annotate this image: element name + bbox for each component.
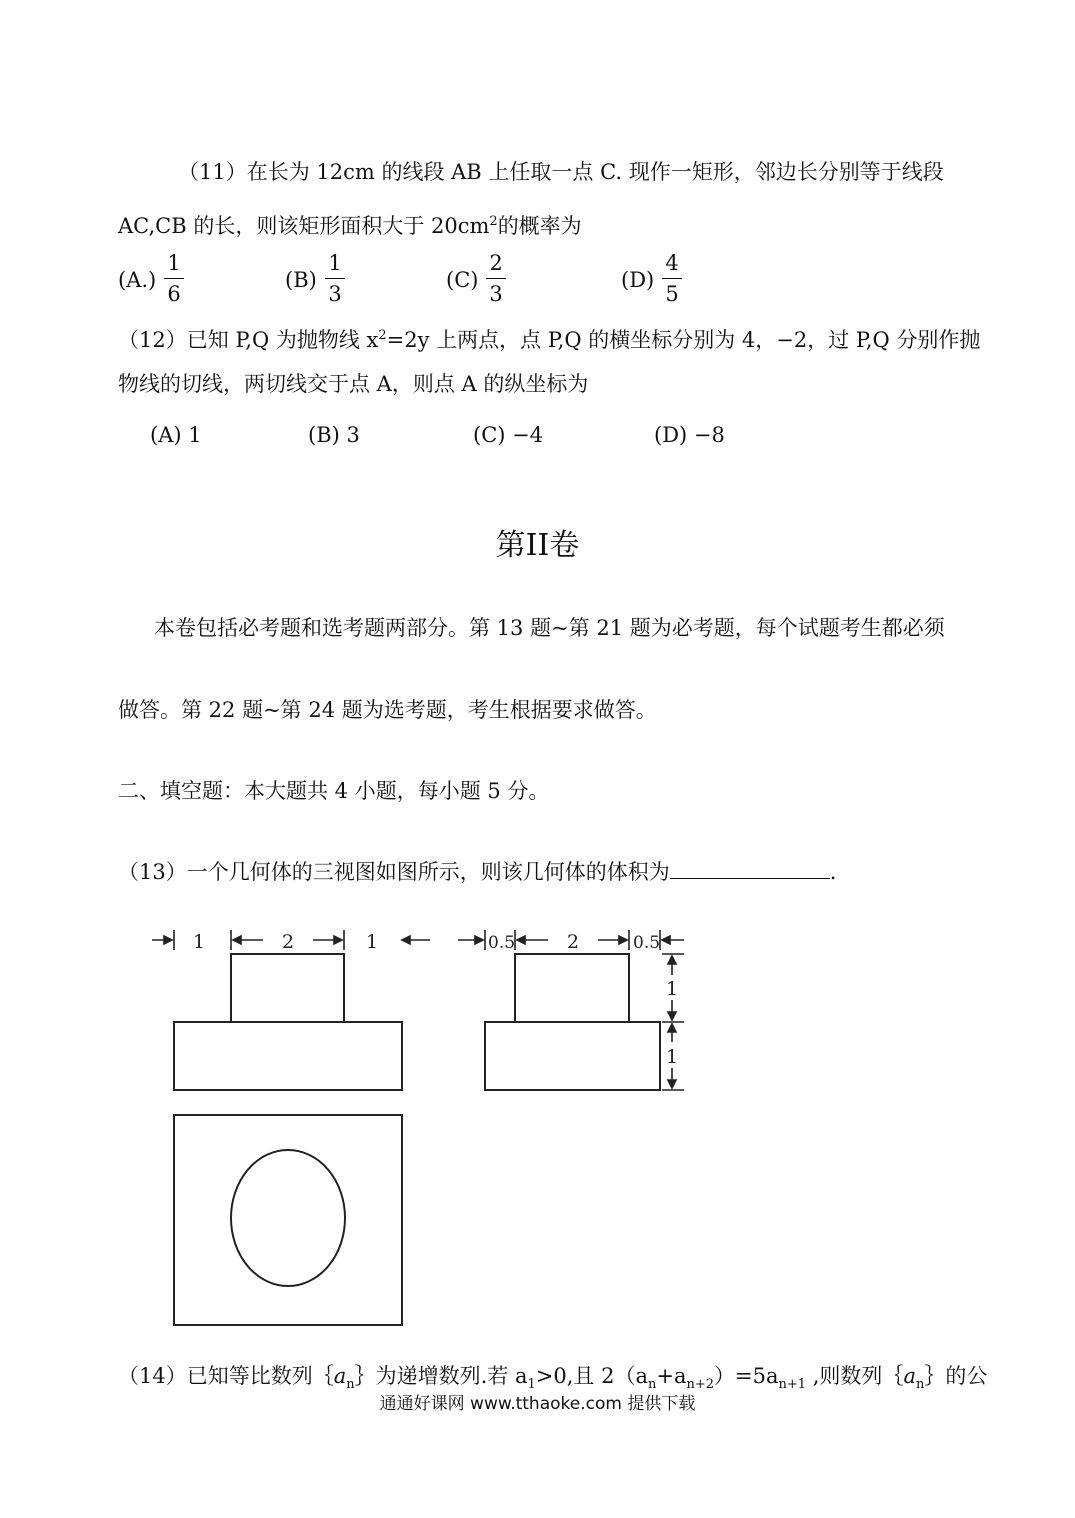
q14-sub-n-2: n bbox=[915, 1377, 925, 1393]
fraction-numerator: 2 bbox=[489, 251, 503, 275]
q14-text-4: +a bbox=[656, 1364, 687, 1388]
q14-var-a: a bbox=[333, 1364, 347, 1388]
front-dim-left: 1 bbox=[193, 931, 206, 953]
q14-text-3: >0,且 2（a bbox=[535, 1364, 648, 1388]
top-view-circle bbox=[231, 1150, 345, 1286]
height-dim-lower: 1 bbox=[666, 1046, 679, 1068]
front-view-base bbox=[174, 1022, 402, 1090]
fraction-numerator: 4 bbox=[665, 251, 679, 275]
q13-period: . bbox=[829, 860, 837, 884]
q11-line1: （11）在长为 12cm 的线段 AB 上任取一点 C. 现作一矩形，邻边长分别等于线段 bbox=[178, 160, 944, 184]
q14-sub-1: 1 bbox=[527, 1377, 536, 1393]
fraction-denominator: 5 bbox=[665, 282, 679, 306]
q11-option-d-label: (D) bbox=[621, 268, 655, 292]
q12-option-d: (D) −8 bbox=[654, 423, 725, 447]
q12-option-a: (A) 1 bbox=[150, 423, 202, 447]
footer-text: 通通好课网 www.tthaoke.com 提供下载 bbox=[379, 1394, 696, 1414]
fraction-denominator: 3 bbox=[328, 282, 342, 306]
front-view bbox=[174, 954, 402, 1090]
front-view-top-block bbox=[231, 954, 344, 1022]
q11-option-a-label: (A.) bbox=[118, 268, 157, 292]
q12-option-b: (B) 3 bbox=[308, 423, 360, 447]
q14-text-6: ,则数列｛ bbox=[806, 1364, 904, 1388]
q14-text-5: ）=5a bbox=[714, 1364, 779, 1388]
fraction-denominator: 6 bbox=[167, 282, 181, 306]
q11-line2-text: AC,CB 的长，则该矩形面积大于 20cm bbox=[118, 214, 490, 238]
q13-question: （13）一个几何体的三视图如图所示，则该几何体的体积为 bbox=[118, 860, 670, 884]
side-dim-right: 0.5 bbox=[633, 933, 661, 953]
q12-superscript: 2 bbox=[378, 328, 387, 343]
q14-text-1: （14）已知等比数列｛ bbox=[118, 1364, 334, 1388]
fraction-numerator: 1 bbox=[167, 251, 181, 275]
side-view bbox=[485, 954, 660, 1090]
q11-line2-end: 的概率为 bbox=[497, 214, 582, 238]
q12-line1-end: =2y 上两点，点 P,Q 的横坐标分别为 4，−2，过 P,Q 分别作抛 bbox=[386, 328, 981, 352]
fraction-numerator: 1 bbox=[328, 251, 342, 275]
fraction-denominator: 3 bbox=[489, 282, 503, 306]
q14-sub-3: n+2 bbox=[686, 1377, 715, 1393]
section-title: 第II卷 bbox=[495, 528, 580, 563]
q11-option-c-label: (C) bbox=[446, 268, 479, 292]
front-dim-middle: 2 bbox=[282, 931, 295, 953]
q14-sub-4: n+1 bbox=[778, 1377, 807, 1393]
q12-line2: 物线的切线，两切线交于点 A，则点 A 的纵坐标为 bbox=[118, 372, 589, 396]
intro-line1: 本卷包括必考题和选考题两部分。第 13 题~第 21 题为必考题，每个试题考生都必须 bbox=[154, 616, 945, 640]
intro-line2: 做答。第 22 题~第 24 题为选考题，考生根据要求做答。 bbox=[118, 698, 657, 722]
height-dimension-arrows bbox=[662, 954, 684, 1090]
q11-option-b-label: (B) bbox=[285, 268, 317, 292]
top-view-square bbox=[174, 1115, 402, 1325]
front-dim-right: 1 bbox=[366, 931, 379, 953]
q14-text-2: ｝为递增数列.若 a bbox=[354, 1364, 528, 1388]
q14-var-a-2: a bbox=[903, 1364, 916, 1388]
part2-heading: 二、填空题：本大题共 4 小题，每小题 5 分。 bbox=[118, 779, 550, 803]
side-dim-left: 0.5 bbox=[488, 933, 516, 953]
side-view-top-block bbox=[515, 954, 629, 1022]
q14-sub-2: n bbox=[648, 1377, 657, 1393]
q12-line1-text: （12）已知 P,Q 为抛物线 x bbox=[118, 328, 379, 352]
q14-text-7: ｝的公 bbox=[924, 1364, 988, 1388]
q12-option-c: (C) −4 bbox=[473, 423, 544, 447]
top-view bbox=[174, 1115, 402, 1325]
q11-superscript: 2 bbox=[489, 214, 498, 229]
q14-sub-n: n bbox=[346, 1377, 355, 1393]
side-view-base bbox=[485, 1022, 660, 1090]
height-dim-upper: 1 bbox=[666, 978, 679, 1000]
side-dim-middle: 2 bbox=[567, 931, 580, 953]
